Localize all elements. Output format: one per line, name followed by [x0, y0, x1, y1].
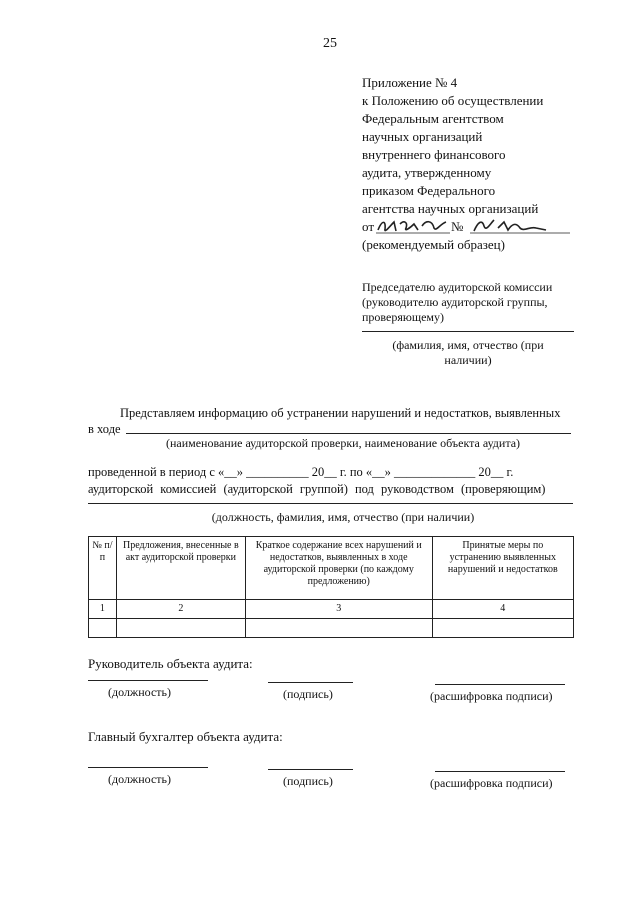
table-number-row: [89, 600, 574, 619]
addressee-caption: наличии): [444, 353, 492, 367]
table-header-row: [89, 537, 574, 600]
appendix-line: к Положению об осуществлении: [362, 93, 544, 108]
head-decoding-line: [435, 684, 565, 685]
table-cell: 3: [245, 600, 432, 619]
head-position-caption: (должность): [108, 685, 171, 699]
handwritten-number: [470, 216, 570, 236]
appendix-line: агентства научных организаций: [362, 201, 539, 216]
measures-table: [88, 536, 574, 638]
table-cell: [245, 619, 432, 638]
page-number: 25: [323, 36, 337, 51]
leader-caption: (должность, фамилия, имя, отчество (при наличии): [211, 510, 475, 524]
accountant-signature-line: [268, 769, 353, 770]
head-signature-line: [268, 682, 353, 683]
leader-name-line: [88, 503, 573, 504]
head-decoding-caption: (расшифровка подписи): [430, 689, 553, 703]
table-cell: [89, 619, 117, 638]
sample-note: (рекомендуемый образец): [362, 237, 505, 252]
accountant-position-line: [88, 767, 208, 768]
appendix-line: Федеральным агентством: [362, 111, 504, 126]
header-measures: Принятые меры по устранению выявленных нарушений и недостатков: [432, 537, 573, 600]
handwritten-date: [376, 216, 450, 236]
appendix-line: научных организаций: [362, 129, 483, 144]
addressee-line: проверяющему): [362, 310, 444, 324]
appendix-line: аудита, утвержденному: [362, 165, 492, 180]
header-number: № п/п: [89, 537, 117, 600]
appendix-line: приказом Федерального: [362, 183, 496, 198]
table-cell: [432, 619, 573, 638]
in-course-label: в ходе: [88, 422, 121, 436]
addressee-line: Председателю аудиторской комиссии: [362, 280, 553, 294]
audit-caption: (наименование аудиторской проверки, наименование объекта аудита): [165, 436, 521, 450]
intro-text: Представляем информацию об устранении нарушений и недостатков, выявленных: [120, 406, 561, 420]
head-position-line: [88, 680, 208, 681]
addressee-line: (руководителю аудиторской группы,: [362, 295, 548, 309]
accountant-decoding-line: [435, 771, 565, 772]
number-prefix: №: [451, 219, 464, 234]
table-cell: 1: [89, 600, 117, 619]
accountant-decoding-caption: (расшифровка подписи): [430, 776, 553, 790]
addressee-caption: (фамилия, имя, отчество (при: [392, 338, 544, 352]
accountant-signature-title: Главный бухгалтер объекта аудита:: [88, 729, 283, 744]
header-proposals: Предложения, внесенные в акт аудиторской проверки: [116, 537, 245, 600]
header-violations: Краткое содержание всех нарушений и недостатков, выявленных в ходе аудиторской проверки (по каждому предложению): [245, 537, 432, 600]
appendix-line: внутреннего финансового: [362, 147, 506, 162]
appendix-title: Приложение № 4: [362, 75, 458, 90]
commission-line: аудиторской комиссией (аудиторской группой) под руководством (проверяющим): [88, 482, 546, 496]
period-line: проведенной в период с «__» __________ 20__ г. по «__» _____________ 20__ г.: [88, 465, 514, 479]
accountant-position-caption: (должность): [108, 772, 171, 786]
table-cell: 2: [116, 600, 245, 619]
date-prefix: от: [362, 219, 375, 234]
accountant-signature-caption: (подпись): [283, 774, 333, 788]
head-signature-caption: (подпись): [283, 687, 333, 701]
table-cell: [116, 619, 245, 638]
table-cell: 4: [432, 600, 573, 619]
table-row: [89, 619, 574, 638]
addressee-name-line: [362, 331, 574, 332]
head-signature-title: Руководитель объекта аудита:: [88, 656, 253, 671]
